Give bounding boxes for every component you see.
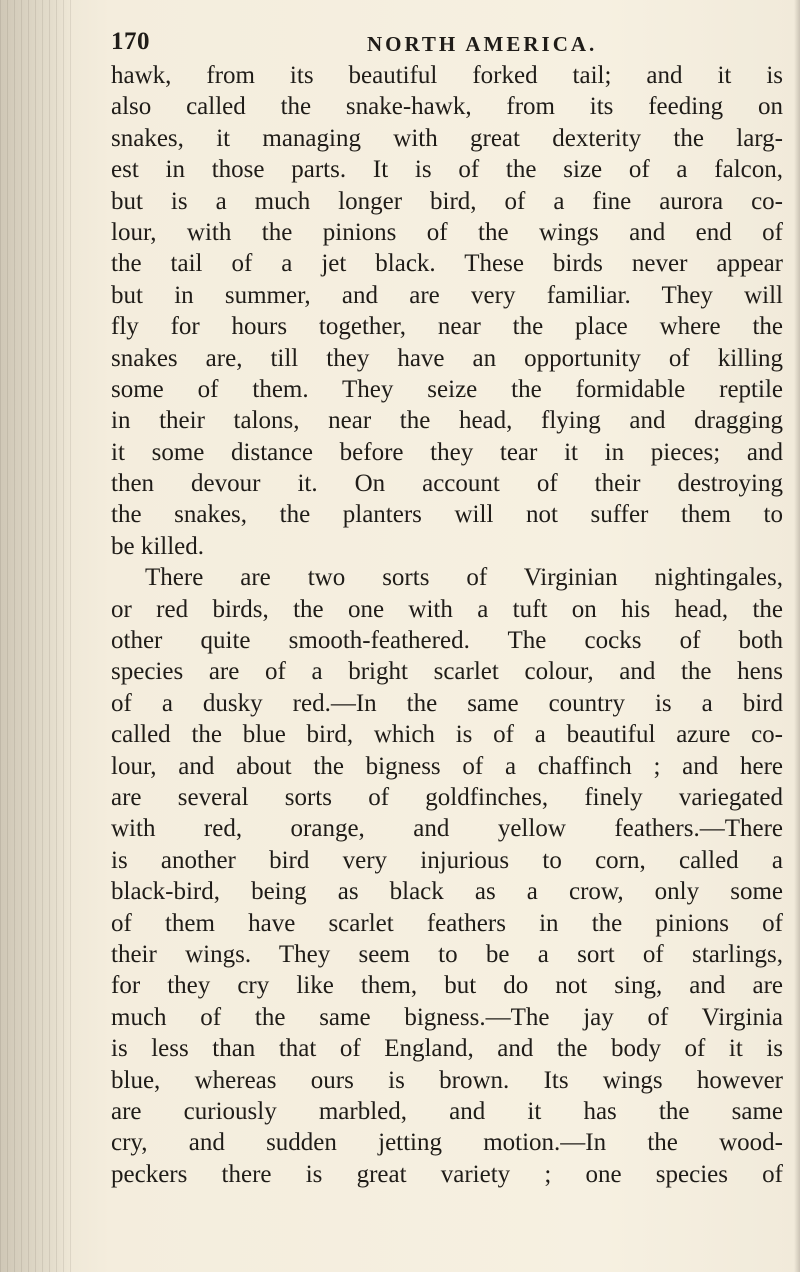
text-line: then devour it. On account of their destroying xyxy=(111,470,783,498)
text-line: the snakes, the planters will not suffer them to xyxy=(111,501,783,529)
text-line: peckers there is great variety ; one species of xyxy=(111,1160,783,1188)
binding-gutter xyxy=(0,0,72,1272)
text-line: is less than that of England, and the body of it is xyxy=(111,1035,783,1063)
text-line: species are of a bright scarlet colour, and the hens xyxy=(111,658,783,686)
text-line: much of the same bigness.—The jay of Virginia xyxy=(111,1003,783,1031)
page-number: 170 xyxy=(111,28,150,55)
text-line: black-bird, being as black as a crow, only some xyxy=(111,878,783,906)
text-line: but is a much longer bird, of a fine aurora co- xyxy=(111,187,783,215)
text-line: for they cry like them, but do not sing, and are xyxy=(111,972,783,1000)
text-line: blue, whereas ours is brown. Its wings however xyxy=(111,1066,783,1094)
running-head: NORTH AMERICA. xyxy=(367,32,598,56)
text-line: with red, orange, and yellow feathers.—There xyxy=(111,815,783,843)
text-line: their wings. They seem to be a sort of starlings, xyxy=(111,940,783,968)
text-line: also called the snake-hawk, from its feeding on xyxy=(111,93,783,121)
paragraph-start-line: There are two sorts of Virginian nightingales, xyxy=(145,564,783,592)
text-line: are several sorts of goldfinches, finely variegated xyxy=(111,783,783,811)
text-line: cry, and sudden jetting motion.—In the wood- xyxy=(111,1129,783,1157)
text-line: it some distance before they tear it in pieces; and xyxy=(111,438,783,466)
text-line: be killed. xyxy=(111,532,205,560)
text-line: is another bird very injurious to corn, called a xyxy=(111,846,783,874)
text-line: called the blue bird, which is of a beautiful azure co- xyxy=(111,721,783,749)
text-line: but in summer, and are very familiar. They will xyxy=(111,281,783,309)
text-line: of a dusky red.—In the same country is a bird xyxy=(111,689,783,717)
text-line: are curiously marbled, and it has the same xyxy=(111,1097,783,1125)
text-line: or red birds, the one with a tuft on his head, the xyxy=(111,595,783,623)
text-line: lour, and about the bigness of a chaffinch ; and here xyxy=(111,752,783,780)
text-line: some of them. They seize the formidable reptile xyxy=(111,375,783,403)
text-line: hawk, from its beautiful forked tail; and it is xyxy=(111,62,783,89)
page-header xyxy=(111,26,781,58)
body-text xyxy=(111,60,783,1190)
text-line: fly for hours together, near the place where the xyxy=(111,313,783,341)
page-edge-shadow xyxy=(794,0,800,1272)
text-line: snakes, it managing with great dexterity the larg- xyxy=(111,124,783,152)
text-line: other quite smooth-feathered. The cocks of both xyxy=(111,627,783,655)
text-line: lour, with the pinions of the wings and end of xyxy=(111,218,783,246)
text-line: the tail of a jet black. These birds never appear xyxy=(111,250,783,278)
text-line: snakes are, till they have an opportunity of killing xyxy=(111,344,783,372)
text-line: in their talons, near the head, flying and dragging xyxy=(111,407,783,435)
text-line: of them have scarlet feathers in the pinions of xyxy=(111,909,783,937)
text-line: est in those parts. It is of the size of a falcon, xyxy=(111,156,783,184)
